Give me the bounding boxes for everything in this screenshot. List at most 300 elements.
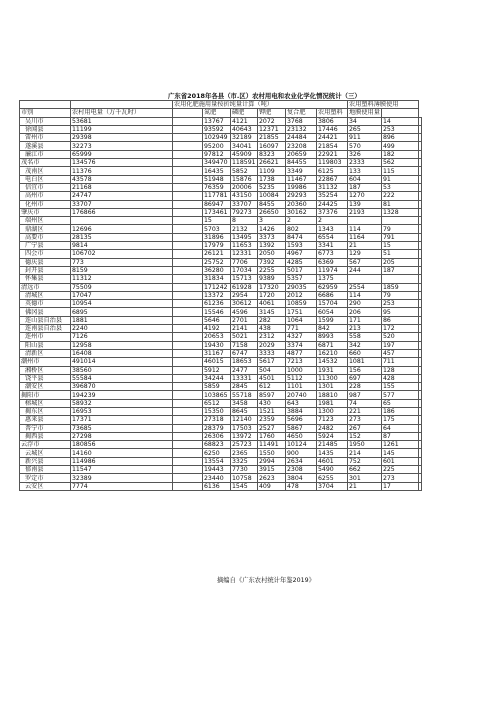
value-cell: 1328	[381, 208, 418, 216]
region-name-cell: 云浮市	[20, 441, 71, 449]
region-name-cell: 惠来县	[20, 416, 71, 424]
value-cell: 10954	[71, 300, 173, 308]
value-cell	[71, 217, 173, 225]
table-row	[20, 250, 422, 258]
value-cell: 11491	[258, 441, 286, 449]
value-cell: 19430	[203, 341, 231, 349]
value-cell: 12371	[258, 125, 286, 133]
value-cell: 5021	[231, 333, 258, 341]
value-cell: 32273	[71, 142, 173, 150]
value-cell: 119803	[317, 159, 348, 167]
value-cell: 567	[348, 258, 382, 266]
value-cell: 45909	[231, 150, 258, 158]
value-cell: 499	[381, 142, 418, 150]
blank-cell	[173, 391, 203, 399]
value-cell: 25723	[231, 441, 258, 449]
table-row	[20, 134, 422, 142]
value-cell: 17047	[71, 291, 173, 299]
table-row	[20, 167, 422, 175]
value-cell: 180856	[71, 441, 173, 449]
value-cell: 7774	[71, 482, 173, 490]
value-cell: 187	[381, 266, 418, 274]
region-name-cell: 吴川市	[20, 117, 71, 125]
region-name-cell: 茂名市	[20, 159, 71, 167]
value-cell: 660	[348, 349, 382, 357]
value-cell: 253	[381, 300, 418, 308]
value-cell: 75509	[71, 283, 173, 291]
blank-cell	[173, 466, 203, 474]
value-cell: 791	[381, 233, 418, 241]
blank-cell	[418, 134, 421, 142]
value-cell: 46015	[203, 358, 231, 366]
value-cell: 662	[348, 466, 382, 474]
value-cell: 4877	[286, 349, 317, 357]
value-cell: 79	[381, 225, 418, 233]
blank-cell	[418, 432, 421, 440]
value-cell: 3458	[231, 399, 258, 407]
value-cell: 2308	[286, 466, 317, 474]
value-cell: 2477	[231, 366, 258, 374]
blank-cell	[173, 150, 203, 158]
table-row	[20, 333, 422, 341]
value-cell: 186	[381, 407, 418, 415]
value-cell: 478	[286, 482, 317, 490]
value-cell: 6686	[317, 291, 348, 299]
value-cell: 11467	[286, 175, 317, 183]
value-cell: 74	[348, 399, 382, 407]
table-row	[20, 432, 422, 440]
value-cell: 152	[348, 432, 382, 440]
value-cell: 5490	[317, 466, 348, 474]
region-name-cell: 茂南区	[20, 167, 71, 175]
blank-cell	[173, 283, 203, 291]
value-cell: 273	[381, 474, 418, 482]
value-cell: 20659	[286, 150, 317, 158]
blank-cell	[173, 275, 203, 283]
value-cell: 6136	[203, 482, 231, 490]
value-cell: 23132	[286, 125, 317, 133]
value-cell: 128	[381, 366, 418, 374]
table-row	[20, 283, 422, 291]
table-row	[20, 374, 422, 382]
blank-cell	[173, 183, 203, 191]
value-cell: 213	[348, 325, 382, 333]
value-cell: 38560	[71, 366, 173, 374]
value-cell: 15713	[231, 275, 258, 283]
value-cell: 457	[381, 349, 418, 357]
nitrogen-header: 氮肥	[203, 109, 231, 117]
value-cell: 1109	[258, 167, 286, 175]
value-cell: 23440	[203, 474, 231, 482]
blank-cell	[418, 383, 421, 391]
value-cell: 18653	[231, 358, 258, 366]
region-name-cell: 云安区	[20, 482, 71, 490]
value-cell: 5017	[286, 266, 317, 274]
blank-cell	[173, 482, 203, 490]
value-cell: 22867	[317, 175, 348, 183]
value-cell: 1343	[317, 225, 348, 233]
value-cell: 4596	[231, 308, 258, 316]
value-cell: 114	[348, 225, 382, 233]
blank-cell	[418, 192, 421, 200]
region-name-cell: 四会市	[20, 250, 71, 258]
value-cell: 802	[286, 225, 317, 233]
value-cell: 13331	[231, 374, 258, 382]
value-cell: 176866	[71, 208, 173, 216]
value-cell: 73685	[71, 424, 173, 432]
value-cell: 6054	[317, 308, 348, 316]
header-cell	[381, 109, 418, 117]
blank-cell	[173, 200, 203, 208]
value-cell: 61928	[231, 283, 258, 291]
value-cell: 282	[258, 316, 286, 324]
value-cell: 1164	[348, 233, 382, 241]
value-cell: 8	[231, 217, 258, 225]
value-cell: 114986	[71, 457, 173, 465]
table-row	[20, 258, 422, 266]
value-cell: 1064	[286, 316, 317, 324]
value-cell: 16435	[203, 167, 231, 175]
blank-cell	[173, 291, 203, 299]
value-cell: 4967	[286, 250, 317, 258]
header-row-2	[20, 109, 422, 117]
value-cell: 987	[348, 391, 382, 399]
blank-cell	[418, 175, 421, 183]
value-cell: 3373	[258, 233, 286, 241]
value-cell: 206	[348, 308, 382, 316]
region-name-cell: 云城区	[20, 449, 71, 457]
value-cell: 4650	[286, 432, 317, 440]
blank-cell	[173, 325, 203, 333]
value-cell: 17320	[258, 283, 286, 291]
table-row	[20, 466, 422, 474]
value-cell: 225	[381, 466, 418, 474]
value-cell: 11199	[71, 125, 173, 133]
blank-cell	[418, 159, 421, 167]
table-row	[20, 159, 422, 167]
value-cell: 32389	[71, 474, 173, 482]
region-name-cell: 高要市	[20, 233, 71, 241]
value-cell: 3884	[286, 407, 317, 415]
value-cell: 68823	[203, 441, 231, 449]
value-cell: 491014	[71, 358, 173, 366]
region-name-cell: 清新区	[20, 349, 71, 357]
value-cell: 643	[286, 399, 317, 407]
value-cell: 17503	[231, 424, 258, 432]
value-cell: 3704	[317, 482, 348, 490]
value-cell: 3	[258, 217, 286, 225]
value-cell: 16097	[258, 142, 286, 150]
region-name-cell: 揭阳市	[20, 391, 71, 399]
value-cell: 26650	[258, 208, 286, 216]
value-cell: 173461	[203, 208, 231, 216]
value-cell: 8455	[258, 200, 286, 208]
region-name-cell: 揭西县	[20, 432, 71, 440]
value-cell: 31132	[317, 183, 348, 191]
value-cell: 5912	[203, 366, 231, 374]
table-row	[20, 142, 422, 150]
blank-cell	[173, 308, 203, 316]
blank-cell	[173, 233, 203, 241]
region-name-cell: 德庆县	[20, 258, 71, 266]
value-cell: 205	[381, 258, 418, 266]
blank-cell	[418, 300, 421, 308]
blank-cell	[418, 399, 421, 407]
blank-cell	[173, 266, 203, 274]
blank-cell	[418, 482, 421, 490]
region-name-cell: 广宁县	[20, 242, 71, 250]
blank-cell	[173, 457, 203, 465]
value-cell: 175	[381, 416, 418, 424]
blank-cell	[173, 416, 203, 424]
value-cell: 2193	[348, 208, 382, 216]
table-row	[20, 208, 422, 216]
statistics-table	[19, 100, 422, 491]
blank-cell	[173, 341, 203, 349]
table-row	[20, 474, 422, 482]
region-name-cell: 怀集县	[20, 275, 71, 283]
value-cell: 129	[348, 250, 382, 258]
table-row	[20, 200, 422, 208]
blank-cell	[418, 150, 421, 158]
value-cell: 145	[381, 449, 418, 457]
region-name-cell: 连南县自治县	[20, 325, 71, 333]
value-cell: 7158	[231, 341, 258, 349]
value-cell: 697	[348, 374, 382, 382]
value-cell: 11376	[71, 167, 173, 175]
blank-cell	[173, 134, 203, 142]
blank-cell	[173, 424, 203, 432]
table-row	[20, 233, 422, 241]
region-name-cell: 高州市	[20, 192, 71, 200]
table-row	[20, 441, 422, 449]
value-cell: 520	[381, 333, 418, 341]
value-cell: 6895	[71, 308, 173, 316]
value-cell: 117781	[203, 192, 231, 200]
region-name-cell: 徐闻县	[20, 125, 71, 133]
blank-cell	[173, 208, 203, 216]
value-cell: 172	[381, 325, 418, 333]
value-cell: 1521	[258, 407, 286, 415]
value-cell: 8159	[71, 266, 173, 274]
blank-cell	[418, 291, 421, 299]
value-cell: 1950	[348, 441, 382, 449]
blank-cell	[418, 233, 421, 241]
value-cell: 16953	[71, 407, 173, 415]
value-cell: 4061	[258, 300, 286, 308]
table-row	[20, 416, 422, 424]
blank-cell	[173, 117, 203, 125]
value-cell: 10758	[231, 474, 258, 482]
plastic-film-header: 农用塑料	[317, 109, 348, 117]
value-cell: 5859	[203, 383, 231, 391]
table-row	[20, 424, 422, 432]
blank-cell	[418, 275, 421, 283]
value-cell: 115	[381, 167, 418, 175]
region-name-cell: 罗定市	[20, 474, 71, 482]
value-cell: 14160	[71, 449, 173, 457]
value-cell: 25752	[203, 258, 231, 266]
table-row	[20, 358, 422, 366]
value-cell: 2240	[71, 325, 173, 333]
value-cell: 409	[258, 482, 286, 490]
value-cell: 2050	[258, 250, 286, 258]
value-cell: 10084	[258, 192, 286, 200]
blank-cell	[173, 300, 203, 308]
table-row	[20, 192, 422, 200]
value-cell: 3145	[258, 308, 286, 316]
value-cell: 1545	[231, 482, 258, 490]
value-cell: 3325	[231, 457, 258, 465]
value-cell: 6747	[231, 349, 258, 357]
blank-cell	[418, 167, 421, 175]
blank-cell	[173, 225, 203, 233]
value-cell: 37376	[317, 208, 348, 216]
value-cell: 31167	[203, 349, 231, 357]
value-cell: 438	[258, 325, 286, 333]
value-cell: 1261	[381, 441, 418, 449]
blank-cell	[418, 250, 421, 258]
value-cell: 15546	[203, 308, 231, 316]
value-cell: 114	[348, 291, 382, 299]
region-name-cell: 廉江市	[20, 150, 71, 158]
region-name-cell: 鼎湖区	[20, 225, 71, 233]
region-name-cell: 清城区	[20, 291, 71, 299]
value-cell: 1931	[317, 366, 348, 374]
region-name-cell: 佛冈县	[20, 308, 71, 316]
value-cell: 1000	[286, 366, 317, 374]
value-cell: 86947	[203, 200, 231, 208]
value-cell: 139	[348, 200, 382, 208]
value-cell: 133	[348, 167, 382, 175]
value-cell: 558	[348, 333, 382, 341]
blank-cell	[173, 167, 203, 175]
table-row	[20, 449, 422, 457]
value-cell: 20740	[286, 391, 317, 399]
value-cell: 27318	[203, 416, 231, 424]
value-cell: 29293	[286, 192, 317, 200]
value-cell: 156	[348, 366, 382, 374]
value-cell: 15876	[231, 175, 258, 183]
value-cell: 12331	[231, 250, 258, 258]
value-cell: 504	[258, 366, 286, 374]
value-cell: 7730	[231, 466, 258, 474]
value-cell: 301	[348, 474, 382, 482]
blank-cell	[418, 474, 421, 482]
value-cell: 11547	[71, 466, 173, 474]
value-cell: 2255	[258, 266, 286, 274]
value-cell: 7126	[71, 333, 173, 341]
blank-cell	[173, 125, 203, 133]
value-cell: 1270	[348, 192, 382, 200]
value-cell: 228	[348, 383, 382, 391]
value-cell: 6255	[317, 474, 348, 482]
value-cell	[381, 275, 418, 283]
value-cell: 7706	[231, 258, 258, 266]
blank-cell	[173, 358, 203, 366]
region-name-cell: 化州市	[20, 200, 71, 208]
value-cell: 5112	[286, 374, 317, 382]
value-cell: 19443	[203, 466, 231, 474]
value-cell: 8597	[258, 391, 286, 399]
value-cell: 182	[381, 150, 418, 158]
blank-cell	[418, 316, 421, 324]
value-cell: 28379	[203, 424, 231, 432]
table-row	[20, 325, 422, 333]
blank-cell	[173, 441, 203, 449]
table-row	[20, 266, 422, 274]
value-cell: 20653	[203, 333, 231, 341]
region-name-cell: 揭东区	[20, 407, 71, 415]
value-cell: 3349	[286, 167, 317, 175]
blank-cell	[418, 333, 421, 341]
value-cell: 11653	[231, 242, 258, 250]
blank-cell	[173, 192, 203, 200]
value-cell: 2482	[317, 424, 348, 432]
blank-cell	[418, 341, 421, 349]
value-cell: 171	[348, 316, 382, 324]
value-cell: 29035	[286, 283, 317, 291]
value-cell: 11300	[317, 374, 348, 382]
value-cell: 253	[381, 125, 418, 133]
plastic-film-group-header: 农用塑料薄膜使用	[348, 101, 419, 109]
value-cell: 265	[348, 125, 382, 133]
value-cell: 29398	[71, 134, 173, 142]
value-cell: 2029	[258, 341, 286, 349]
value-cell: 1081	[348, 358, 382, 366]
value-cell: 6554	[317, 233, 348, 241]
value-cell: 14	[381, 117, 418, 125]
blank-cell	[418, 242, 421, 250]
value-cell: 13767	[203, 117, 231, 125]
value-cell: 17371	[71, 416, 173, 424]
value-cell: 8993	[317, 333, 348, 341]
value-cell: 13495	[231, 233, 258, 241]
value-cell: 81	[381, 200, 418, 208]
value-cell: 8474	[286, 233, 317, 241]
region-name-cell: 遂溪县	[20, 142, 71, 150]
value-cell: 2554	[348, 283, 382, 291]
region-header: 市别	[20, 109, 71, 117]
value-cell: 9814	[71, 242, 173, 250]
value-cell: 5852	[231, 167, 258, 175]
table-row	[20, 117, 422, 125]
value-cell: 570	[348, 142, 382, 150]
value-cell: 79	[381, 291, 418, 299]
blank-cell	[418, 407, 421, 415]
value-cell: 26121	[203, 250, 231, 258]
value-cell: 773	[71, 258, 173, 266]
value-cell: 5924	[317, 432, 348, 440]
mulch-film-header: 地膜使用量	[349, 109, 380, 117]
value-cell: 2623	[258, 474, 286, 482]
value-cell: 326	[348, 150, 382, 158]
value-cell: 5867	[286, 424, 317, 432]
value-cell: 155	[381, 383, 418, 391]
value-cell: 12958	[71, 341, 173, 349]
value-cell: 1435	[317, 449, 348, 457]
value-cell: 23208	[286, 142, 317, 150]
value-cell: 2	[286, 217, 317, 225]
value-cell: 43150	[231, 192, 258, 200]
header-row-1	[20, 101, 422, 109]
region-name-cell: 端州区	[20, 217, 71, 225]
blank-cell	[173, 374, 203, 382]
value-cell: 16408	[71, 349, 173, 357]
value-cell: 13372	[203, 291, 231, 299]
blank-cell	[173, 383, 203, 391]
value-cell: 21	[348, 482, 382, 490]
